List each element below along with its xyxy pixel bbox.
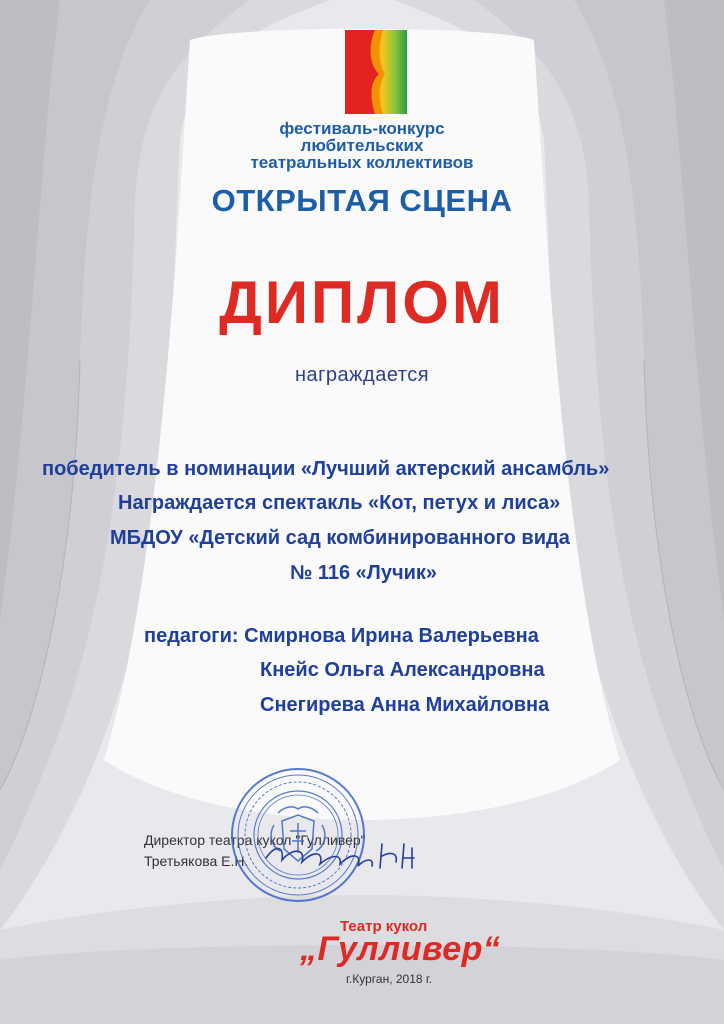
handwritten-signature-icon — [262, 838, 432, 874]
performance-line: Награждается спектакль «Кот, петух и лиса» — [118, 492, 561, 514]
theatre-label: Театр кукол — [340, 918, 428, 935]
festival-line-3: театральных коллективов — [250, 153, 474, 172]
diploma-title: ДИПЛОМ — [219, 269, 505, 336]
awarded-label: награждается — [294, 364, 430, 386]
teachers-line: педагоги: Смирнова Ирина Валерьевна — [144, 625, 539, 647]
institution-line: МБДОУ «Детский сад комбинированного вида — [110, 527, 570, 549]
festival-line-2: любительских — [300, 136, 424, 155]
festival-line-1: фестиваль-конкурс — [279, 119, 445, 138]
festival-subtitle — [0, 120, 724, 171]
city-year: г.Курган, 2018 г. — [346, 972, 433, 986]
nomination-line: победитель в номинации «Лучший актерский ансамбль» — [42, 458, 610, 480]
director-title: Директор театра кукол "Гулливер" — [144, 832, 366, 848]
institution-number-line: № 116 «Лучик» — [290, 562, 437, 584]
teacher-3: Снегирева Анна Михайловна — [260, 694, 550, 716]
teacher-2: Кнейс Ольга Александровна — [260, 659, 545, 681]
theatre-name: „Гулливер“ — [300, 930, 501, 968]
director-name: Третьякова Е.Н. — [144, 853, 249, 869]
festival-name: ОТКРЫТАЯ СЦЕНА — [211, 183, 513, 218]
official-seal-icon — [228, 765, 368, 905]
curtain-logo-icon — [345, 30, 407, 114]
